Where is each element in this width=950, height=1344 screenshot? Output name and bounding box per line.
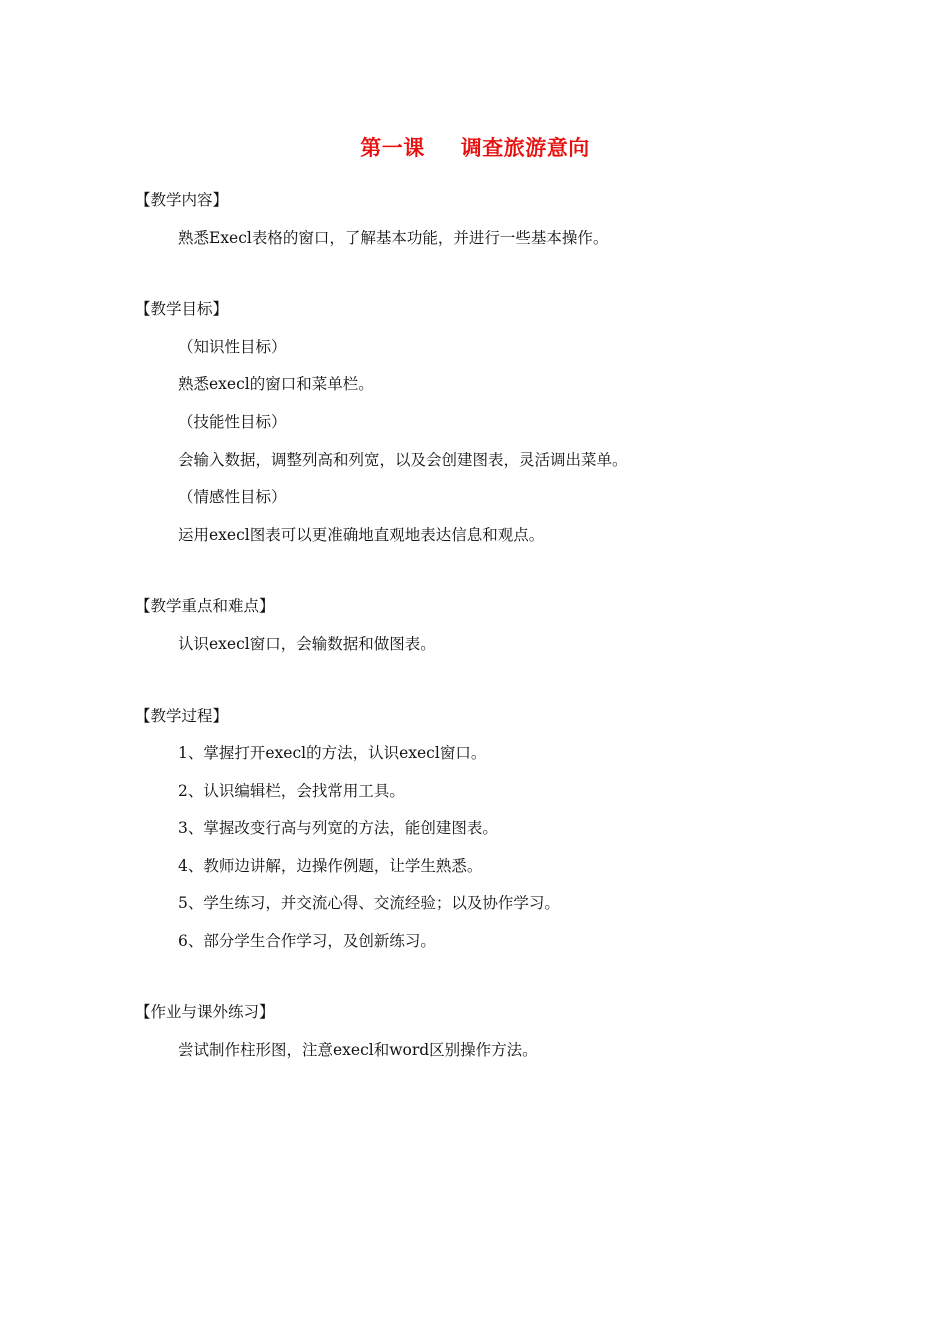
goal-skill-label: （技能性目标） [178,413,287,431]
section-heading-content: 【教学内容】 [135,191,229,209]
process-step: 2、认识编辑栏，会找常用工具。 [178,782,405,800]
title-lesson: 第一课 [360,136,425,160]
homework-text: 尝试制作柱形图，注意execl和word区别操作方法。 [178,1041,538,1059]
section-heading-goals: 【教学目标】 [135,300,229,318]
process-step: 1、掌握打开execl的方法，认识execl窗口。 [178,744,487,762]
section-heading-process: 【教学过程】 [135,707,229,725]
section-heading-homework: 【作业与课外练习】 [135,1003,275,1021]
process-step: 5、学生练习，并交流心得、交流经验；以及协作学习。 [178,894,560,912]
content-text: 熟悉Execl表格的窗口，了解基本功能，并进行一些基本操作。 [178,229,609,247]
goal-skill-text: 会输入数据，调整列高和列宽，以及会创建图表，灵活调出菜单。 [178,451,628,469]
goal-emotion-text: 运用execl图表可以更准确地直观地表达信息和观点。 [178,526,545,544]
page-title [0,132,950,162]
title-topic: 调查旅游意向 [460,136,590,160]
process-step: 3、掌握改变行高与列宽的方法，能创建图表。 [178,819,498,837]
goal-emotion-label: （情感性目标） [178,488,287,506]
goal-knowledge-text: 熟悉execl的窗口和菜单栏。 [178,375,374,393]
goal-knowledge-label: （知识性目标） [178,338,287,356]
process-step: 6、部分学生合作学习，及创新练习。 [178,932,436,950]
process-step: 4、教师边讲解，边操作例题，让学生熟悉。 [178,857,483,875]
section-heading-key-points: 【教学重点和难点】 [135,597,275,615]
key-points-text: 认识execl窗口，会输数据和做图表。 [178,635,436,653]
